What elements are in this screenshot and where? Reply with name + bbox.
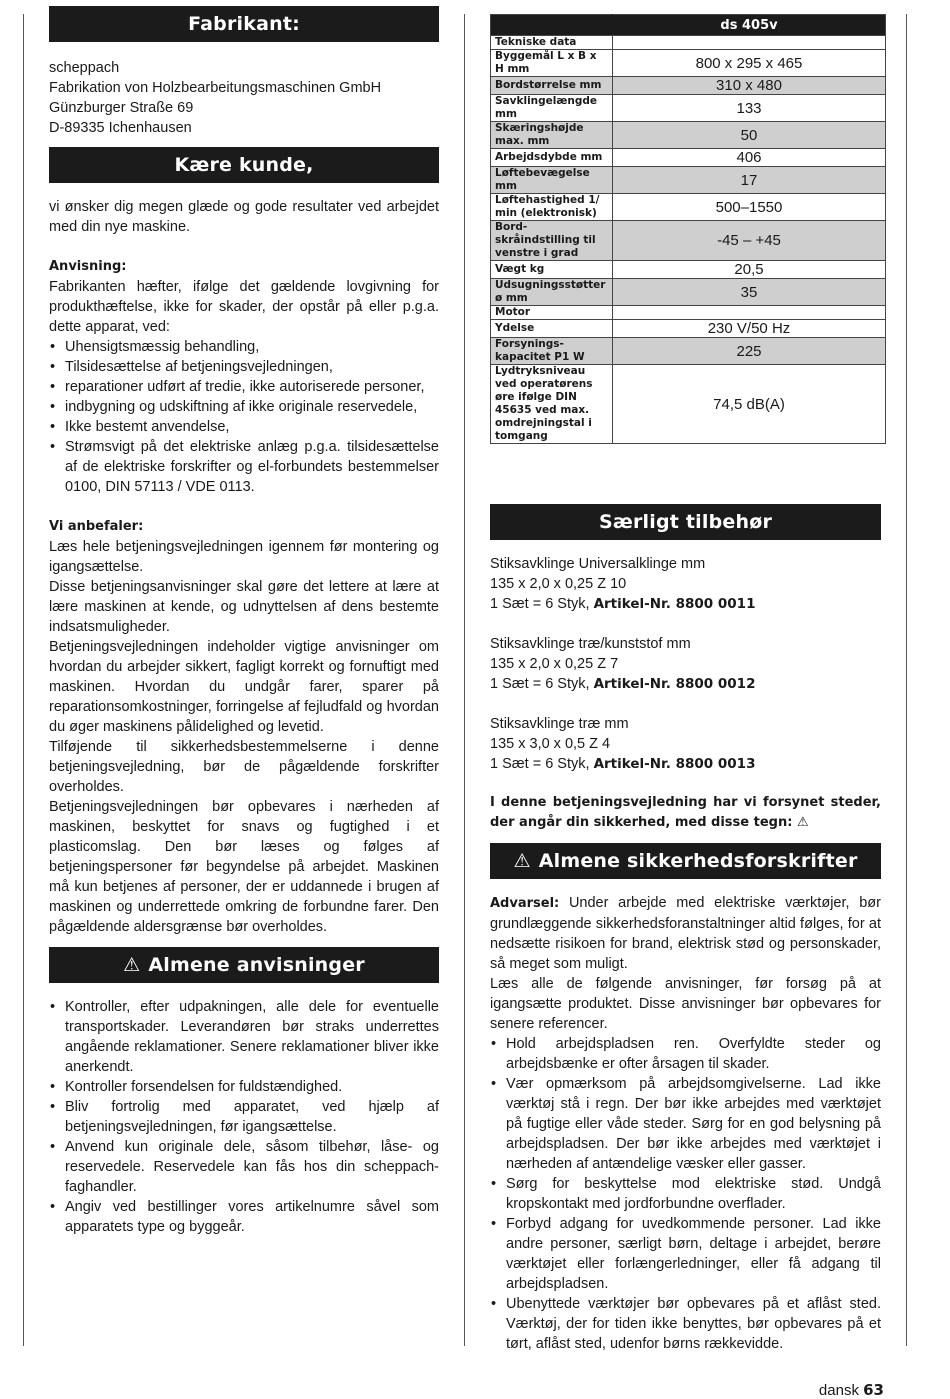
table-row <box>491 50 886 77</box>
spec-value: -45 – +45 <box>613 221 886 261</box>
spec-value: 74,5 dB(A) <box>613 365 886 444</box>
table-row <box>491 77 886 95</box>
accessory-item <box>490 714 881 774</box>
spec-label: Bordstørrelse mm <box>491 77 613 95</box>
spec-value: 310 x 480 <box>613 77 886 95</box>
notice-text: Fabrikanten hæfter, ifølge det gældende lovgivning for produkthæftelse, ikke for skader, der opstår på eller p.g.a. dette apparat, ved: <box>49 279 439 335</box>
list-item: • Angiv ved bestillinger vores artikelnumre såvel som apparatets type og byggeår. <box>49 1197 439 1237</box>
spec-label: Forsynings- kapacitet P1 W <box>491 338 613 365</box>
warning-label: Advarsel: <box>490 896 560 911</box>
notice-label: Anvisning: <box>49 259 127 274</box>
spec-label: Arbejdsdybde mm <box>491 149 613 167</box>
table-row <box>491 320 886 338</box>
warning-paragraph-2: Læs alle de følgende anvisninger, før forsøg på at igangsætte produktet. Disse anvisninger bør opbevares for senere referencer. <box>490 976 881 1032</box>
spec-value: 17 <box>613 167 886 194</box>
spec-value: 225 <box>613 338 886 365</box>
spec-label: Vægt kg <box>491 261 613 279</box>
spec-label: Ydelse <box>491 320 613 338</box>
accessory-name: Stiksavklinge Universalklinge mm <box>490 556 706 572</box>
manufacturer-address <box>49 58 439 138</box>
accessory-dimensions: 135 x 2,0 x 0,25 Z 7 <box>490 656 619 672</box>
spec-label: Løftehastighed 1/ min (elektronisk) <box>491 194 613 221</box>
safety-regulations-heading: ⚠ Almene sikkerhedsforskrifter <box>490 843 881 879</box>
accessory-order-line: 1 Sæt = 6 Styk, Artikel-Nr. 8800 0011 <box>490 596 756 612</box>
table-row <box>491 36 886 50</box>
notice-list <box>49 337 439 497</box>
list-item: • Tilsidesættelse af betjeningsvejledningen, <box>49 357 439 377</box>
table-row <box>491 95 886 122</box>
list-item: • indbygning og udskiftning af ikke originale reservedele, <box>49 397 439 417</box>
list-item: • Vær opmærksom på arbejdsomgivelserne. Lad ikke værktøj stå i regn. Der bør ikke arbejdes med værktøjet på fugtige eller våde steder. Sørg for en god belysning på arbejdspladsen. Der bør ikke arbejdes med værktøjet i nærheden af antændelige væsker eller gasser. <box>490 1074 881 1174</box>
spec-label: Løftebevægelse mm <box>491 167 613 194</box>
right-margin-rule <box>906 14 907 1346</box>
greeting-heading: Kære kunde, <box>49 147 439 183</box>
table-row <box>491 221 886 261</box>
table-row <box>491 279 886 306</box>
spec-value: 800 x 295 x 465 <box>613 50 886 77</box>
accessory-order-line: 1 Sæt = 6 Styk, Artikel-Nr. 8800 0012 <box>490 676 756 692</box>
accessory-dimensions: 135 x 2,0 x 0,25 Z 10 <box>490 576 627 592</box>
accessory-item <box>490 634 881 694</box>
spec-value: 133 <box>613 95 886 122</box>
table-row <box>491 122 886 149</box>
article-number: Artikel-Nr. 8800 0011 <box>593 596 756 612</box>
list-item: • Ikke bestemt anvendelse, <box>49 417 439 437</box>
article-number: Artikel-Nr. 8800 0013 <box>593 756 756 772</box>
page-number: 63 <box>863 1381 884 1399</box>
spec-label: Motor <box>491 306 613 320</box>
table-row <box>491 365 886 444</box>
spec-value: 50 <box>613 122 886 149</box>
recommend-paragraph: Tilføjende til sikkerhedsbestemmelserne i denne betjeningsvejledning, bør de pågældende forskrifter overholdes. <box>49 739 439 795</box>
accessory-dimensions: 135 x 3,0 x 0,5 Z 4 <box>490 736 611 752</box>
technical-data-table <box>490 14 886 444</box>
warning-triangle-icon: ⚠ <box>513 850 531 872</box>
spec-label: Bord- skråindstilling til venstre i grad <box>491 221 613 261</box>
warning-paragraph: Advarsel: Under arbejde med elektriske værktøjer, bør grundlæggende sikkerhedsforanstaltninger altid følges, for at nedsætte risikoen for brand, elektrisk stød og personskader, så meget som muligt. <box>490 895 881 972</box>
list-item: • Bliv fortrolig med apparatet, ved hjælp af betjeningsvejledningen, før igangsættelse. <box>49 1097 439 1137</box>
spec-value: 35 <box>613 279 886 306</box>
list-item: • Hold arbejdspladsen ren. Overfyldte steder og arbejdsbænke er ofter årsagen til skader. <box>490 1034 881 1074</box>
left-column <box>49 0 439 1237</box>
recommend-paragraph: Betjeningsvejledningen indeholder vigtige anvisninger om hvordan du arbejder sikkert, fagligt korrekt og fornuftigt med maskinen. Hvordan du undgår farer, sparer på reparationsomkostninger, forringelse af fejludfald og hvordan du øger maskinens pålidelighed og levetid. <box>49 639 439 735</box>
table-row <box>491 261 886 279</box>
list-item: • Forbyd adgang for uvedkommende personer. Lad ikke andre personer, særligt børn, deltage i arbejdet, berøre værktøjet eller forlængerledninger, eller få adgang til arbejdspladsen. <box>490 1214 881 1294</box>
safety-note: I denne betjeningsvejledning har vi forsynet steder, der angår din sikkerhed, med disse tegn: ⚠ <box>490 795 881 830</box>
warning-triangle-icon: ⚠ <box>796 815 809 830</box>
accessory-order-line: 1 Sæt = 6 Styk, Artikel-Nr. 8800 0013 <box>490 756 756 772</box>
spec-value <box>613 306 886 320</box>
article-number: Artikel-Nr. 8800 0012 <box>593 676 756 692</box>
table-row <box>491 194 886 221</box>
list-item: • Strømsvigt på det elektriske anlæg p.g.a. tilsidesættelse af de elektriske forskrifter og el-forbundets bestemmelser 0100, DIN 57113 / VDE 0113. <box>49 437 439 497</box>
list-item: • Kontroller, efter udpakningen, alle dele for eventuelle transportskader. Leverandøren bør straks underrettes angående reklamationer. Senere reklamationer bliver ikke anerkendt. <box>49 997 439 1077</box>
table-row <box>491 306 886 320</box>
spec-label: Byggemål L x B x H mm <box>491 50 613 77</box>
warning-triangle-icon: ⚠ <box>123 954 141 976</box>
list-item: • Anvend kun originale dele, såsom tilbehør, låse- og reservedele. Reservedele kan fås hos din scheppach-faghandler. <box>49 1137 439 1197</box>
address-line: D-89335 Ichenhausen <box>49 120 192 136</box>
spec-value: 230 V/50 Hz <box>613 320 886 338</box>
safety-list <box>490 1034 881 1354</box>
right-column <box>490 504 881 1354</box>
list-item: • Sørg for beskyttelse mod elektriske stød. Undgå kropskontakt med jordforbundne overflader. <box>490 1174 881 1214</box>
blank-header-cell <box>491 15 613 36</box>
table-row <box>491 167 886 194</box>
accessory-item <box>490 554 881 614</box>
list-item: • Ubenyttede værktøjer bør opbevares på et aflåst sted. Værktøj, der for tiden ikke benyttes, bør opbevares på et tørt, aflåst sted, udenfor børns rækkevidde. <box>490 1294 881 1354</box>
spec-label: Udsugningsstøtter ø mm <box>491 279 613 306</box>
address-line: Günzburger Straße 69 <box>49 100 194 116</box>
page-footer <box>819 1381 884 1399</box>
list-item: • Kontroller forsendelsen for fuldstændighed. <box>49 1077 439 1097</box>
recommend-paragraph: Disse betjeningsanvisninger skal gøre det lettere at lære at lære maskinen at kende, og udnyttelsen af dens bestemte indsatsmuligheder. <box>49 579 439 635</box>
table-header-row <box>491 15 886 36</box>
manufacturer-heading: Fabrikant: <box>49 6 439 42</box>
table-row <box>491 149 886 167</box>
list-item: • reparationer udført af tredie, ikke autoriserede personer, <box>49 377 439 397</box>
spec-value <box>613 36 886 50</box>
address-line: Fabrikation von Holzbearbeitungsmaschinen GmbH <box>49 80 382 96</box>
accessory-name: Stiksavklinge træ mm <box>490 716 629 732</box>
left-margin-rule <box>23 14 24 1346</box>
address-line: scheppach <box>49 60 120 76</box>
spec-value: 20,5 <box>613 261 886 279</box>
spec-label: Lydtryksniveau ved operatørens øre ifølge DIN 45635 ved max. omdrejningstal i tomgang <box>491 365 613 444</box>
general-instructions-heading: ⚠ Almene anvisninger <box>49 947 439 983</box>
list-item: • Uhensigtsmæssig behandling, <box>49 337 439 357</box>
spec-label: Savklingelængde mm <box>491 95 613 122</box>
accessory-name: Stiksavklinge træ/kunststof mm <box>490 636 691 652</box>
general-instructions-list <box>49 997 439 1237</box>
spec-label: Skæringshøjde max. mm <box>491 122 613 149</box>
recommend-label: Vi anbefaler: <box>49 519 144 534</box>
model-name: ds 405v <box>613 15 886 36</box>
table-row <box>491 338 886 365</box>
accessories-heading: Særligt tilbehør <box>490 504 881 540</box>
spec-label: Tekniske data <box>491 36 613 50</box>
recommend-paragraph: Læs hele betjeningsvejledningen igennem før montering og igangsættelse. <box>49 539 439 575</box>
recommend-paragraph: Betjeningsvejledningen bør opbevares i nærheden af maskinen, beskyttet for snavs og fugtighed i et plasticomslag. Den bør læses og følges af betjeningspersoner før begyndelse på arbejdet. Maskinen må kun betjenes af personer, der er uddannede i brugen af maskinen og underrettede omkring de forbundne farer. Den pågældende aldersgrænse bør overholdes. <box>49 799 439 935</box>
column-divider-rule <box>464 14 465 1346</box>
greeting-text: vi ønsker dig megen glæde og gode resultater ved arbejdet med din nye maskine. <box>49 199 439 235</box>
footer-language: dansk <box>818 1382 859 1399</box>
spec-value: 406 <box>613 149 886 167</box>
spec-value: 500–1550 <box>613 194 886 221</box>
